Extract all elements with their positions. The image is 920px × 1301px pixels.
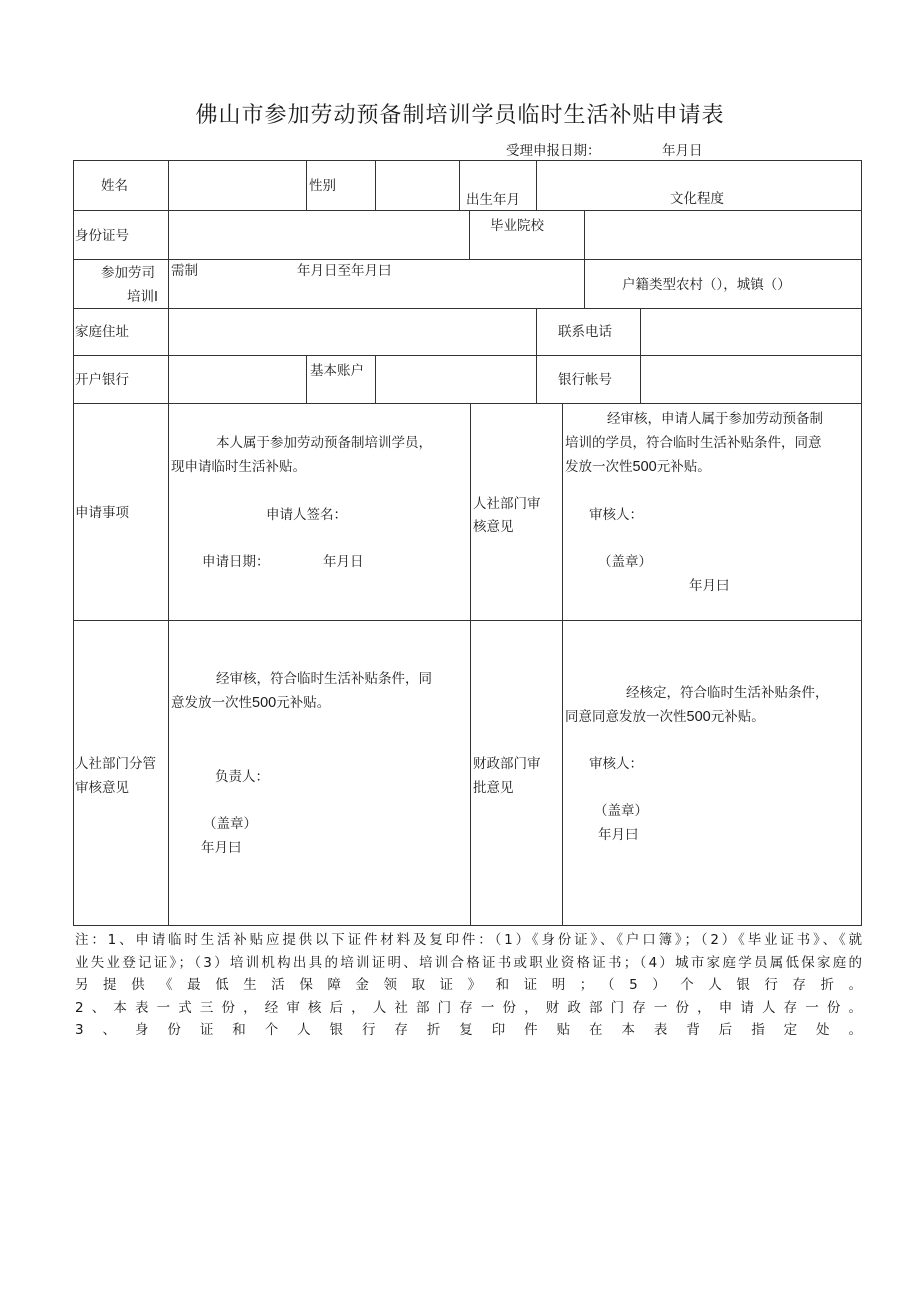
household-type: 户籍类型农村（），城镇（） (622, 277, 791, 293)
finance-text-2: 同意同意发放一次性500元补贴。 (565, 709, 765, 725)
finance-label-2: 批意见 (473, 780, 514, 796)
birth-date-label: 出生年月 (466, 192, 520, 208)
subsidy-amount: 500 (632, 459, 657, 475)
hr-manager-date: 年月曰 (201, 840, 242, 856)
finance-seal: （盖章） (594, 803, 648, 819)
training-label: 参加劳司 (101, 265, 155, 281)
application-date-suffix: 年月日 (323, 554, 364, 570)
education-label: 文化程度 (670, 191, 724, 207)
training-label-2: 培训Ⅰ (127, 289, 158, 305)
hr-review-seal: （盖章） (598, 554, 652, 570)
subsidy-amount: 500 (252, 695, 277, 711)
subsidy-amount: 500 (686, 709, 711, 725)
phone-field[interactable] (641, 309, 861, 355)
hr-review-date: 年月曰 (689, 578, 730, 594)
name-label: 姓名 (101, 178, 128, 194)
phone-label: 联系电话 (558, 324, 612, 340)
id-number-field[interactable] (169, 211, 469, 259)
application-date-label: 申请日期： (202, 554, 270, 570)
hr-manager-label: 人社部门分管 (75, 756, 156, 772)
responsible-person-label: 负责人： (215, 769, 269, 785)
hr-review-label-2: 核意见 (473, 519, 514, 535)
gender-label: 性别 (309, 178, 336, 194)
hr-review-text-1: 经审核，申请人属于参加劳动预备制 (607, 411, 823, 427)
finance-label: 财政部门审 (473, 756, 541, 772)
training-period: 年月日至年月曰 (297, 263, 392, 279)
application-label: 申请事项 (75, 505, 129, 521)
hr-manager-text-2: 意发放一次性500元补贴。 (171, 695, 331, 711)
account-number-field[interactable] (641, 356, 861, 403)
address-field[interactable] (169, 309, 536, 355)
hr-reviewer-label: 审核人： (589, 507, 643, 523)
bank-field[interactable] (169, 356, 306, 403)
note-line-3: 另提供《最低生活保障金领取证》和证明；（5）个人银行存折。 (75, 977, 862, 993)
hr-manager-text-1: 经审核，符合临时生活补贴条件，同 (216, 671, 432, 687)
note-line-5: 3、身份证和个人银行存折复印件贴在本表背后指定处。 (75, 1022, 862, 1038)
id-number-label: 身份证号 (75, 228, 129, 244)
gender-field[interactable] (376, 161, 459, 210)
name-field[interactable] (169, 161, 306, 210)
applicant-signature-label: 申请人签名： (266, 507, 347, 523)
training-prefix: 需制 (171, 263, 198, 279)
note-line-4: 2、本表一式三份，经审核后，人社部门存一份，财政部门存一份，申请人存一份。 (75, 999, 862, 1016)
basic-account-label: 基本账户 (310, 363, 364, 379)
hr-manager-seal: （盖章） (203, 816, 257, 832)
finance-reviewer-label: 审核人： (589, 756, 643, 772)
hr-review-text-3: 发放一次性500元补贴。 (565, 459, 711, 475)
finance-text-1: 经核定，符合临时生活补贴条件， (626, 685, 829, 701)
school-field[interactable] (585, 211, 861, 259)
account-number-label: 银行帐号 (558, 372, 612, 388)
submission-date-label: 受理申报日期： (506, 143, 601, 159)
notes (75, 929, 862, 1042)
finance-date: 年月曰 (598, 827, 639, 843)
application-text-2: 现申请临时生活补贴。 (171, 459, 306, 475)
basic-account-field[interactable] (376, 356, 536, 403)
hr-manager-label-2: 审核意见 (75, 780, 129, 796)
school-label: 毕业院校 (490, 218, 544, 234)
hr-review-label: 人社部门审 (473, 496, 541, 512)
bank-label: 开户银行 (75, 372, 129, 388)
hr-review-text-2: 培训的学员，符合临时生活补贴条件，同意 (565, 435, 822, 451)
page-title: 佛山市参加劳动预备制培训学员临时生活补贴申请表 (195, 103, 725, 128)
application-text-1: 本人属于参加劳动预备制培训学员， (216, 435, 432, 451)
note-line-1: 注：1、申请临时生活补贴应提供以下证件材料及复印件：（1）《身份证》、《户口簿》；（2）《毕业证书》、《就 (75, 932, 862, 948)
address-label: 家庭住址 (75, 324, 129, 340)
submission-date-suffix: 年月日 (662, 143, 703, 159)
note-line-2: 业失业登记证》；（3）培训机构出具的培训证明、培训合格证书或职业资格证书；（4）城市家庭学员属低保家庭的 (75, 954, 862, 971)
